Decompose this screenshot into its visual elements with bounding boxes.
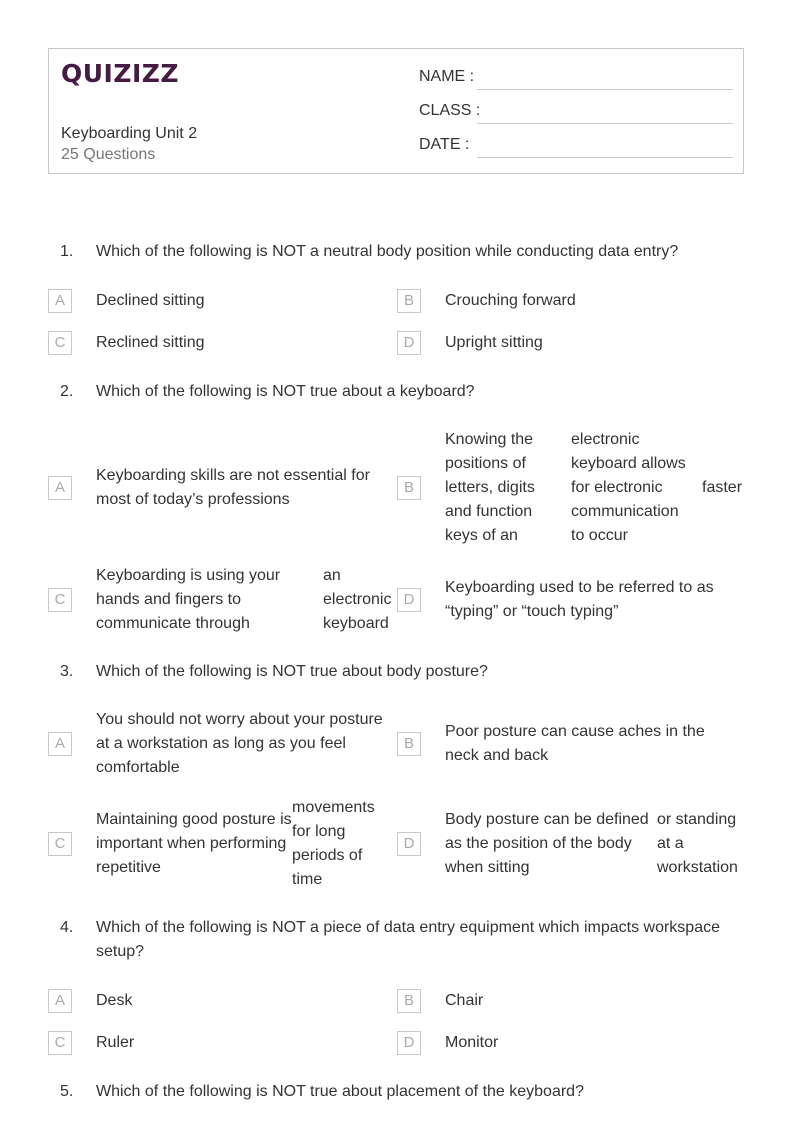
option-text-column: electronic keyboard allows for electronic communication to occur bbox=[571, 431, 686, 544]
option-text-column: Maintaining good posture is important when performing repetitive bbox=[96, 811, 292, 876]
class-line[interactable] bbox=[477, 123, 733, 124]
quizizz-logo: QUIZIZZ bbox=[61, 59, 180, 88]
option-text: Reclined sitting bbox=[96, 334, 205, 351]
option-text: Chair bbox=[445, 992, 484, 1009]
question-text: Which of the following is NOT true about a keyboard? bbox=[96, 383, 475, 400]
option-text: Crouching forward bbox=[445, 292, 576, 309]
option-text: Monitor bbox=[445, 1034, 499, 1051]
option-box[interactable]: B bbox=[397, 989, 421, 1013]
question-text: Which of the following is NOT true about placement of the keyboard? bbox=[96, 1083, 584, 1100]
question-number: 4. bbox=[60, 919, 74, 936]
option-box[interactable]: C bbox=[48, 331, 72, 355]
option-box[interactable]: D bbox=[397, 331, 421, 355]
worksheet-header bbox=[48, 48, 744, 174]
option-box[interactable]: D bbox=[397, 832, 421, 856]
option-box[interactable]: B bbox=[397, 732, 421, 756]
option-text: Upright sitting bbox=[445, 334, 543, 351]
option-text-column: Body posture can be defined as the position of the body when sitting bbox=[445, 811, 649, 876]
option-box[interactable]: B bbox=[397, 476, 421, 500]
option-text: Ruler bbox=[96, 1034, 135, 1051]
date-label: DATE : bbox=[419, 136, 470, 153]
question-number: 3. bbox=[60, 663, 74, 680]
question-text: Which of the following is NOT a neutral body position while conducting data entry? bbox=[96, 243, 679, 260]
question-number: 1. bbox=[60, 243, 74, 260]
question-text: Which of the following is NOT a piece of data entry equipment which impacts workspace setup? bbox=[96, 919, 720, 960]
option-text-column: movements for long periods of time bbox=[292, 799, 375, 888]
option-box[interactable]: C bbox=[48, 588, 72, 612]
option-text-column: Knowing the positions of letters, digits and function keys of an bbox=[445, 431, 535, 544]
option-text: Poor posture can cause aches in the neck and back bbox=[445, 723, 705, 764]
option-box[interactable]: A bbox=[48, 989, 72, 1013]
name-label: NAME : bbox=[419, 68, 475, 85]
date-line[interactable] bbox=[477, 157, 733, 158]
question-text: Which of the following is NOT true about body posture? bbox=[96, 663, 488, 680]
option-text-column: or standing at a workstation bbox=[657, 811, 738, 876]
option-box[interactable]: A bbox=[48, 732, 72, 756]
option-box[interactable]: C bbox=[48, 1031, 72, 1055]
option-box[interactable]: B bbox=[397, 289, 421, 313]
option-text-column: an electronic keyboard bbox=[323, 567, 392, 632]
name-line[interactable] bbox=[477, 89, 733, 90]
option-text: You should not worry about your posture at a workstation as long as you feel comfortable bbox=[96, 711, 383, 776]
option-box[interactable]: D bbox=[397, 588, 421, 612]
question-count: 25 Questions bbox=[61, 146, 156, 163]
question-number: 5. bbox=[60, 1083, 74, 1100]
option-box[interactable]: A bbox=[48, 476, 72, 500]
option-box[interactable]: D bbox=[397, 1031, 421, 1055]
option-text: Desk bbox=[96, 992, 133, 1009]
question-number: 2. bbox=[60, 383, 74, 400]
option-text: Declined sitting bbox=[96, 292, 205, 309]
option-text-column: faster bbox=[702, 479, 743, 496]
worksheet-title: Keyboarding Unit 2 bbox=[61, 125, 198, 142]
option-text: Keyboarding used to be referred to as “typing” or “touch typing” bbox=[445, 579, 714, 620]
option-text: Keyboarding skills are not essential for most of today’s professions bbox=[96, 467, 370, 508]
option-box[interactable]: A bbox=[48, 289, 72, 313]
option-text-column: Keyboarding is using your hands and fingers to communicate through bbox=[96, 567, 281, 632]
option-box[interactable]: C bbox=[48, 832, 72, 856]
class-label: CLASS : bbox=[419, 102, 481, 119]
